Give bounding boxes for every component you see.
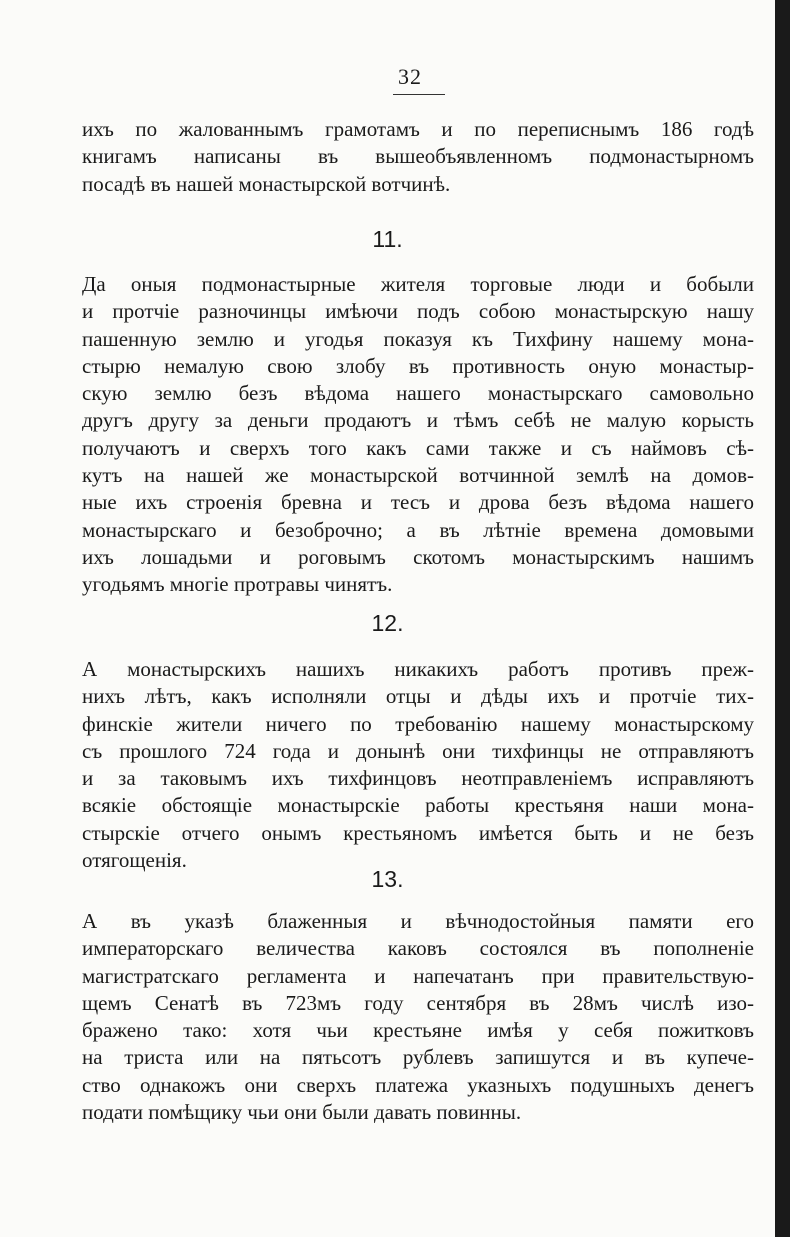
text-line: книгамъ написаны въ вышеобъявленномъ подмонастырномъ <box>82 144 754 169</box>
text-line: скую землю безъ вѣдома нашего монастырскаго самовольно <box>82 381 754 406</box>
text-line: А монастырскихъ нашихъ никакихъ работъ противъ преж- <box>82 657 754 681</box>
text-line: всякіе обстоящіе монастырскіе работы крестьяня наши мона- <box>82 793 754 818</box>
text-line: и протчіе разночинцы имѣючи подъ собою монастырскую нашу <box>82 299 754 324</box>
text-line: Да оныя подмонастырные жителя торговые люди и бобыли <box>82 272 754 296</box>
text-line: магистратскаго регламента и напечатанъ при правительствую- <box>82 963 754 988</box>
page-number: 32 <box>398 64 422 89</box>
text-line: ихъ по жалованнымъ грамотамъ и по переписнымъ 186 годѣ <box>82 117 754 141</box>
text-line: нихъ лѣтъ, какъ исполняли отцы и дѣды ихъ и протчіе тих- <box>82 684 754 709</box>
text-line: стырю немалую свою злобу въ противность оную монастыр- <box>82 353 754 378</box>
text-line: угодьямъ многіе протравы чинятъ. <box>82 572 393 597</box>
text-line: бражено тако: хотя чьи крестьяне имѣя у себя пожитковъ <box>82 1018 754 1043</box>
text-line: другъ другу за деньги продаютъ и тѣмъ себѣ не малую корысть <box>82 408 754 433</box>
text-line: щемъ Сенатѣ въ 723мъ году сентября въ 28мъ числѣ изо- <box>82 990 754 1015</box>
text-line: ство однакожъ они сверхъ платежа указныхъ подушныхъ денегъ <box>82 1072 754 1097</box>
text-line: ные ихъ строенія бревна и тесъ и дрова безъ вѣдома нашего <box>82 490 754 515</box>
section-heading-13: 13. <box>371 866 404 892</box>
text-line: получаютъ и сверхъ того какъ сами также и съ наймовъ сѣ- <box>82 435 754 460</box>
text-line: императорскаго величества каковъ состоялся въ пополненіе <box>82 936 754 961</box>
text-line: кутъ на нашей же монастырской вотчинной землѣ на домов- <box>82 463 754 488</box>
paragraph-section-13 <box>82 908 754 1126</box>
text-line: съ прошлого 724 года и донынѣ они тихфинцы не отправляютъ <box>82 738 754 763</box>
text-line: А въ указѣ блаженныя и вѣчнодостойныя памяти его <box>82 909 754 933</box>
paragraph-section-11 <box>82 271 754 599</box>
section-heading-12: 12. <box>371 610 404 636</box>
paragraph-continued <box>82 116 754 198</box>
text-line: посадѣ въ нашей монастырской вотчинѣ. <box>82 171 451 196</box>
text-line: и за таковымъ ихъ тихфинцовъ неотправленіемъ исправляютъ <box>82 766 754 791</box>
text-line: на триста или на пятьсотъ рублевъ запишутся и въ купече- <box>82 1045 754 1070</box>
paragraph-section-12 <box>82 656 754 874</box>
text-line: монастырскаго и безоброчно; а въ лѣтніе времена домовыми <box>82 517 754 542</box>
page-number-rule <box>393 94 445 95</box>
scan-edge-border <box>775 0 790 1237</box>
section-heading-11: 11. <box>372 226 403 252</box>
text-line: стырскіе отчего онымъ крестьяномъ имѣется быть и не безъ <box>82 820 754 845</box>
text-line: ихъ лошадьми и роговымъ скотомъ монастырскимъ нашимъ <box>82 544 754 569</box>
text-line: подати помѣщику чьи они были давать повинны. <box>82 1100 522 1125</box>
text-line: финскіе жители ничего по требованію нашему монастырскому <box>82 711 754 736</box>
text-line: отягощенія. <box>82 848 187 873</box>
text-line: пашенную землю и угодья показуя къ Тихфину нашему мона- <box>82 326 754 351</box>
